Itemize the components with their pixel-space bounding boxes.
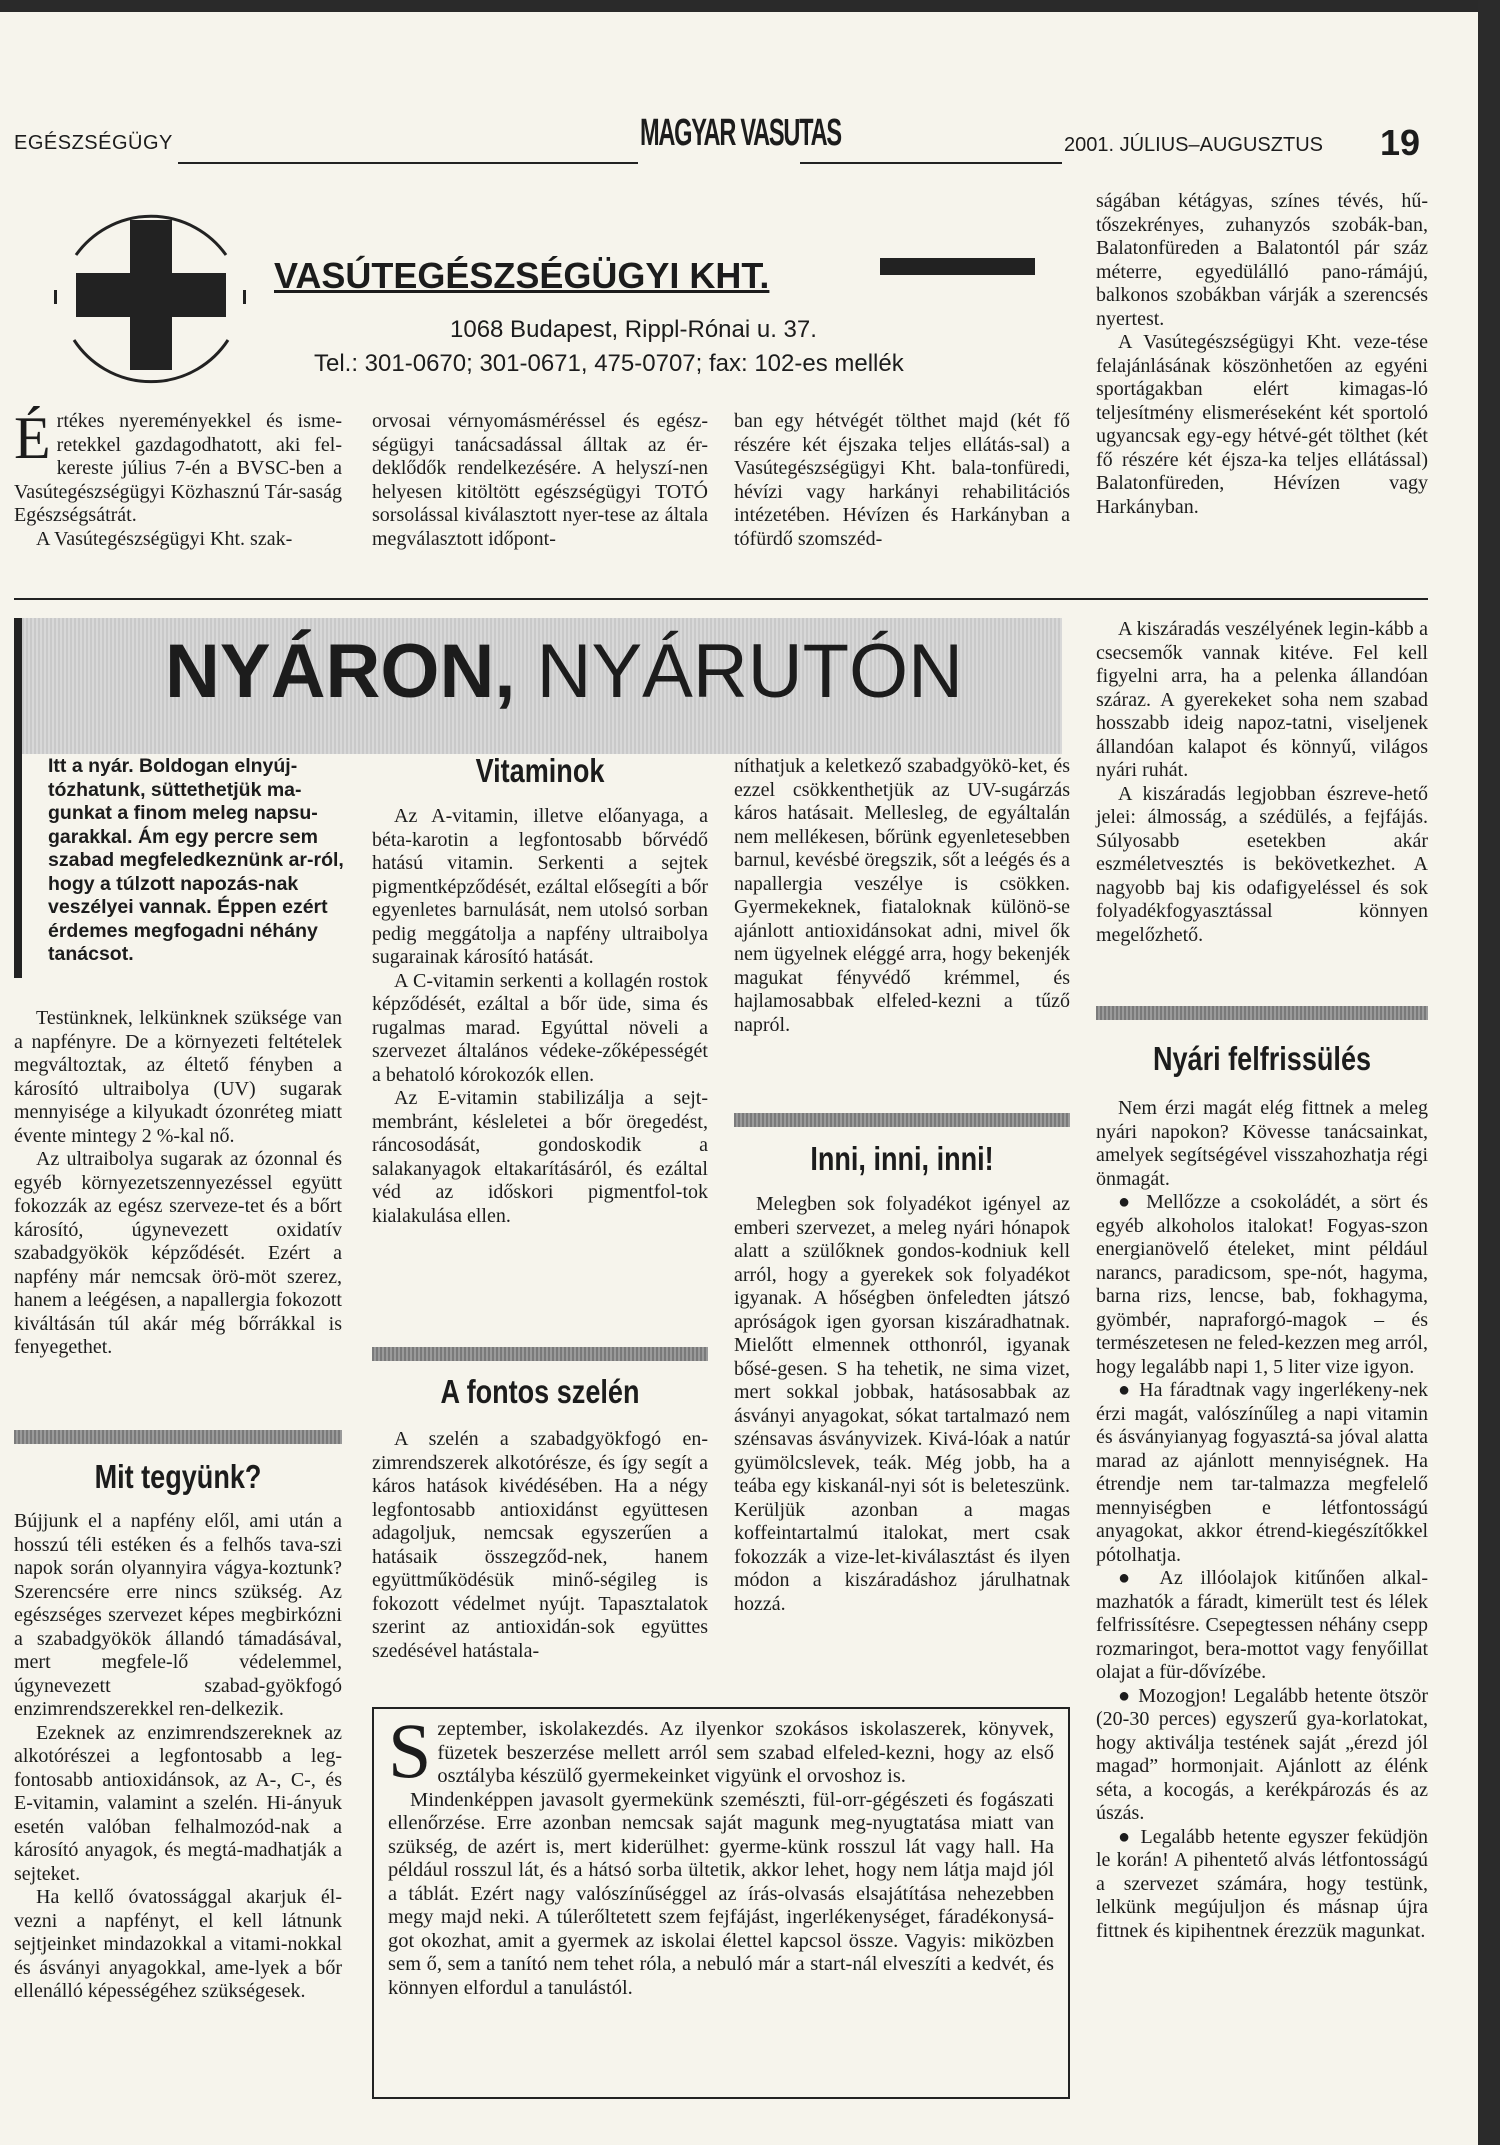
article-paragraph: Testünknek, lelkünknek szüksége van a napfényre. De a környezeti feltételek megváltoztak, az éltető fényben a károsító ultraibolya (UV) sugarak mennyisége a kilyukadt ózonréteg miatt évente mintegy 2 %-kal nő. bbox=[14, 1007, 342, 1147]
heading-band bbox=[14, 1430, 342, 1444]
article-paragraph: A C-vitamin serkenti a kollagén rostok képződését, ezáltal a bőr üde, sima és rugalmas marad. Egyúttal növeli a szervezet általános védeke-zőképességét a behatoló kórokozók ellen. bbox=[372, 969, 708, 1086]
masthead: MAGYAR VASUTAS bbox=[640, 112, 841, 154]
subheading-vitaminok: Vitaminok bbox=[475, 752, 605, 789]
article-paragraph: Bújjunk el a napfény elől, ami után a hosszú téli estéken és a felhős tava-szi napok során olyannyira vágya-koztunk? Szerencsére erre nincs szükség. Az egészséges szervezet képes megbirkózni a szabadgyökök állandó támadásával, mert megfele-lő védelemmel, úgynevezett szabad-gyökfogó enzimrendszerekkel ren-delkezik. bbox=[14, 1510, 342, 1720]
article-paragraph: A kiszáradás legjobban észreve-hető jelei: álmosság, a szédülés, a fejfájás. Súlyosabb esetekben akár eszméletvesztés is bekövetkezhet. A nagyobb baj kis odafigyeléssel és sok folyadékfogyasztással könnyen megelőzhető. bbox=[1096, 782, 1428, 946]
article-paragraph: Az A-vitamin, illetve előanyaga, a béta-karotin a legfontosabb bőrvédő hatású vitamin. Serkenti a sejtek pigmentképződését, ezáltal elősegíti a bőr egyenletes barnulását, nem utolsó sorban pedig meggátolja a napfény ultraibolya sugarainak károsító hatását. bbox=[372, 805, 708, 968]
scan-right-border bbox=[1478, 0, 1500, 2145]
article-col-3 bbox=[734, 755, 1070, 1037]
article-col-2b bbox=[372, 1428, 708, 1663]
subheading-nyari: Nyári felfrissülés bbox=[1152, 1040, 1372, 1077]
issue-date: 2001. JÚLIUS–AUGUSZTUS bbox=[1064, 134, 1323, 156]
article-title bbox=[165, 628, 963, 715]
article-paragraph: ● Ha fáradtnak vagy ingerlékeny-nek érzi magát, valószínűleg a napi vitamin és ásványianyag fogyasztá-sa jóval alatta marad az ajánlott mennyiségnek. Ha étrendje nem tar-talmazza megfelelő mennyiségben e létfontosságú anyagokat, akkor étrend-kiegészítőkkel pótolhatja. bbox=[1096, 1379, 1428, 1566]
article-col-1 bbox=[14, 1007, 342, 1360]
intro-paragraph: Értékes nyereményekkel és isme-retekkel gazdagodhatott, aki fel-kereste július 7-én a BVSC-ben a Vasútegészségügyi Közhasznú Tár-saság Egészségsátrát. bbox=[14, 405, 342, 526]
article-paragraph: A kiszáradás veszélyének legin-kább a csecsemők vannak kitéve. Fel kell figyelni arra, ha a pelenka állandóan száraz. A gyerekeket soha nem szabad hosszabb ideig napoz-tatni, viseljenek állandóan kalapot és könnyű, világos nyári ruhát. bbox=[1096, 618, 1428, 781]
box-paragraph: Szeptember, iskolakezdés. Az ilyenkor szokásos iskolaszerek, könyvek, füzetek beszerzése mellett arról sem szabad elfeled-kezni, hogy az első osztályba készülő gyermekeinket vigyünk el orvoshoz is. bbox=[388, 1707, 1054, 1794]
intro-col-1 bbox=[14, 405, 342, 551]
intro-paragraph: orvosai vérnyomásméréssel és egész-ségügyi tanácsadással álltak az ér-deklődők rendelkezésére. A helyszí-nen helyesen kitöltött egészségügyi TOTÓ sorsolással kiválasztott nyer-tese az általa megválasztott időpont- bbox=[372, 410, 708, 550]
intro-col-3 bbox=[734, 410, 1070, 551]
intro-paragraph: A Vasútegészségügyi Kht. szak- bbox=[36, 527, 293, 550]
subheading-mit: Mit tegyünk? bbox=[94, 1458, 262, 1495]
heading-band bbox=[1096, 1006, 1428, 1020]
article-paragraph: Nem érzi magát elég fittnek a meleg nyári napokon? Kövesse tanácsainkat, amelyek segítségével visszahozhatja régi önmagát. bbox=[1096, 1097, 1428, 1190]
company-phone: Tel.: 301-0670; 301-0671, 475-0707; fax: 102-es mellék bbox=[314, 350, 904, 377]
subheading-szelen: A fontos szelén bbox=[440, 1373, 640, 1410]
intro-col-4 bbox=[1096, 190, 1428, 519]
subheading-inni: Inni, inni, inni! bbox=[810, 1140, 994, 1177]
intro-col1-text: rtékes nyereményekkel és isme-retekkel gazdagodhatott, aki fel-kereste július 7-én a BVSC-ben a Vasútegészségügyi Közhasznú Tár-saság Egészségsátrát. bbox=[14, 410, 342, 526]
company-name: VASÚTEGÉSZSÉGÜGYI KHT. bbox=[274, 255, 770, 296]
company-address: 1068 Budapest, Rippl-Rónai u. 37. bbox=[450, 316, 817, 343]
article-paragraph: Az E-vitamin stabilizálja a sejt-membránt, késleletei a bőr öregedést, ráncosodását, gondoskodik a salakanyagok eltakarításáról, és ezáltal véd az időskori pigmentfol-tok kialakulása ellen. bbox=[372, 1087, 708, 1227]
article-lead: Itt a nyár. Boldogan elnyúj-tózhatunk, süttethetjük ma-gunkat a finom meleg napsu-garakkal. Ám egy percre sem szabad megfeledkeznünk ar-ról, hogy a túlzott napozás-nak veszélyei vannak. Éppen ezért érdemes megfogadni néhány tanácsot. bbox=[48, 755, 344, 965]
article-col-2 bbox=[372, 805, 708, 1228]
school-box-text bbox=[388, 1707, 1054, 2000]
intro-paragraph: A Vasútegészségügyi Kht. veze-tése felajánlásának köszönhetően az egyéni sportágakban elért kimagas-ló teljesítmény elismeréseként két sportoló ugyancsak egy-egy hétvé-gét tölthet (két fő részére két éjsza-ka teljes ellátással) Balatonfüreden, Hévízen vagy Harkányban. bbox=[1096, 331, 1428, 518]
article-paragraph: ● Mozogjon! Legalább hetente ötször (20-30 perces) egyszerű gya-korlatokat, hogy aktiválja testének saját „érezd jól magad” hormonjait. Ajánlott az élénk séta, a kocogás, a kerékpározás és az úszás. bbox=[1096, 1684, 1428, 1824]
box-first-paragraph: zeptember, iskolakezdés. Az ilyenkor szokásos iskolaszerek, könyvek, füzetek beszerzése mellett arról sem szabad elfeled-kezni, hogy az első osztályba készülő gyermekeinket vigyünk el orvoshoz is. bbox=[437, 1718, 1054, 1787]
header-rule-left bbox=[178, 162, 638, 164]
box-paragraph: Mindenképpen javasolt gyermekünk szemészti, fül-orr-gégészeti és fogászati ellenőrzése. Erre azonban nemcsak saját magunk meg-nyugtatása miatt van szükség, de azért is, mert kiderülhet: gyerme-künk rosszul lát vagy hall. Ha például rosszul lát, és a hátsó sorba ültetik, akkor lehet, hogy nem látja majd jól a táblát. Ezért nagy valószínűséggel az írás-olvasás elsajátítása nehezebben megy majd neki. A túlerőltetett szem fejfájást, ingerlékenységet, fáradékonysá-got okozhat, amit a gyermek az iskolai élettel kapcsol össze. Vagyis: miközben sem ő, sem a tanító nem tehet róla, a nebuló már a start-nál elveszíti a kedvét, és könnyen elfordul a tanulástól. bbox=[388, 1788, 1054, 1999]
intro-paragraph: ságában kétágyas, színes tévés, hű-tőszekrényes, zuhanyzós szobák-ban, Balatonfüreden a Balatontól pár száz méterre, egyedülálló pano-rámájú, balkonos szobákban várják a szerencsés nyertest. bbox=[1096, 190, 1428, 330]
article-col-4 bbox=[1096, 618, 1428, 947]
scan-top-border bbox=[0, 0, 1500, 12]
article-paragraph: Melegben sok folyadékot igényel az emberi szervezet, a meleg nyári hónapok alatt a szülőknek gondos-kodniuk kell arról, hogy a gyerekek sok folyadékot igyanak. A hőségben önfeledten játszó apróságok igen gyorsan kiszáradhatnak. Mielőtt elmennek otthonról, igyanak bősé-gesen. S ha tehetik, ne sima vizet, mert sokkal jobbak, hatásosabbak az ásványi anyagokat, sókat tartalmazó nem szénsavas ásványvizek. Kivá-lóak a natúr gyümölcslevek, teák. Még jobb, ha a teába egy kiskanál-nyi sót is beleteszünk. Kerüljük azonban a magas koffeintartalmú italokat, mert csak fokozzák a vize-let-kiválasztást és ilyen módon a kiszáradáshoz járulhatnak hozzá. bbox=[734, 1193, 1070, 1615]
article-col-3b bbox=[734, 1193, 1070, 1616]
article-col-1b bbox=[14, 1510, 342, 2004]
company-bar bbox=[880, 258, 1035, 275]
heading-band bbox=[734, 1113, 1070, 1127]
title-left-bar bbox=[14, 618, 22, 978]
article-paragraph: ● Az illóolajok kitűnően alkal-mazhatók a fáradt, kimerült test és lélek felfrissítésre. Csepegtessen néhány csepp rozmaringot, bera-mottot vagy fenyőillat olajat a für-dővízébe. bbox=[1096, 1567, 1428, 1683]
article-paragraph: ● Mellőzze a csokoládét, a sört és egyéb alkoholos italokat! Fogyas-szon energianövelő ételeket, mint például narancs, paradicsom, spe-nót, hagyma, barna rizs, lencse, bab, fokhagyma, gyömbér, napraforgó-magok – és természetesen ne feled-kezzen meg arról, hogy legalább napi 1, 5 liter vize igyon. bbox=[1096, 1191, 1428, 1378]
article-paragraph: A szelén a szabadgyökfogó en-zimrendszerek alkotórésze, és így segít a káros hatások kivédésében. Ha a négy legfontosabb antioxidánst együttesen adagoljuk, nemcsak egyszerűen a hatásaik összegződ-nek, hanem együttműködésük minő-ségileg is fokozott védelmet nyújt. Tapasztalatok szerint az antioxidán-sok együttes szedésével hatástala- bbox=[372, 1428, 708, 1662]
section-divider bbox=[14, 598, 1428, 600]
article-paragraph: Ezeknek az enzimrendszereknek az alkotórészei a legfontosabb a leg-fontosabb antioxidánsok, az A-, C-, és E-vitamin, valamint a szelén. Hi-ányuk esetén valóban felhalmozód-nak a károsító anyagok, és megtá-madhatják a sejteket. bbox=[14, 1721, 342, 1885]
article-paragraph: níthatjuk a keletkező szabadgyökö-ket, és ezzel csökkenthetjük az UV-sugárzás káros hatásait. Mellesleg, de egyáltalán nem mellékesen, bőrünk egyenletesebben barnul, kevésbé öregszik, sőt a leégés és a napallergia veszélye is csökken. Gyermekeknek, fiataloknak különö-se ajánlott antioxidánsokat adni, mivel ők nem ügyelnek eléggé arra, hogy bekenjék magukat fényvédő krémmel, és hajlamosabbak elfeled-kezni a tűző napról. bbox=[734, 755, 1070, 1036]
article-paragraph: Ha kellő óvatossággal akarjuk él-vezni a napfényt, el kell látnunk sejtjeinket mindazokkal a vitami-nokkal és ásványi anyagokkal, ame-lyek a bőr ellenálló képességéhez szükségesek. bbox=[14, 1886, 342, 2002]
article-col-4b bbox=[1096, 1097, 1428, 1943]
header-rule-right bbox=[800, 162, 1062, 164]
intro-paragraph: ban egy hétvégét tölthet majd (két fő részére két éjszaka teljes ellátás-sal) a Vasútegészségügyi Kht. bala-tonfüredi, hévízi vagy harkányi rehabilitációs intézetében. Hévízen és Harkányban a tófürdő szomszéd- bbox=[734, 410, 1070, 550]
page-number: 19 bbox=[1380, 122, 1421, 163]
article-title-light: NYÁRUTÓN bbox=[536, 629, 964, 714]
article-paragraph: Az ultraibolya sugarak az ózonnal és egyéb környezetszennyezéssel együtt fokozzák az egész szerveze-tet és a bőrt károsító, úgynevezett oxidatív szabadgyökök képződését. Ezért a napfény már nemcsak örö-möt szerez, hanem a leégésen, a napallergia fokozott kiváltásán túl akár még bőrrákkal is fenyegethet. bbox=[14, 1148, 342, 1358]
article-title-bold: NYÁRON, bbox=[165, 629, 516, 714]
intro-col-2 bbox=[372, 410, 708, 551]
red-cross-icon bbox=[48, 195, 252, 395]
heading-band bbox=[372, 1347, 708, 1361]
section-label: EGÉSZSÉGÜGY bbox=[14, 132, 173, 154]
article-paragraph: ● Legalább hetente egyszer feküdjön le korán! A pihentető alvás létfontosságú a szervezet számára, hogy testünk, lelkünk megújuljon és másnap újra fittnek és kipihentnek érezzük magunkat. bbox=[1096, 1825, 1428, 1942]
